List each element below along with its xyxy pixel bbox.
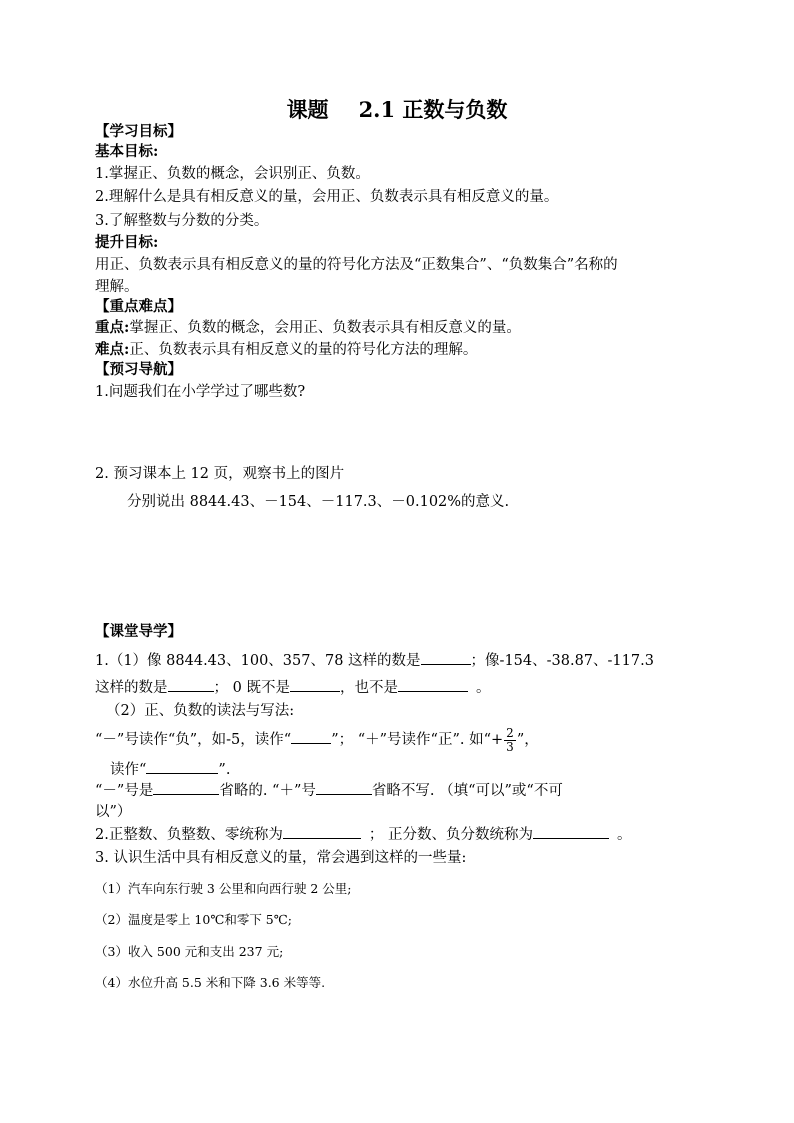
exercise-line: [110, 759, 230, 780]
answer-blank[interactable]: [283, 824, 361, 839]
key-point: [95, 318, 521, 338]
exercise-text: “－”号是: [95, 783, 154, 799]
exercise-subheading: （2）正、负数的读法与写法:: [106, 703, 295, 719]
basic-goal-item: 2.理解什么是具有相反意义的量，会用正、负数表示具有相反意义的量。: [95, 189, 559, 205]
exercise-line: [95, 726, 539, 754]
title-prefix: 课题: [286, 97, 329, 122]
exercise-text: 1.（1）像 8844.43、100、357、78 这样的数是: [95, 653, 421, 669]
exercise-line: [95, 650, 654, 671]
basic-goal-item: 1.掌握正、负数的概念，会识别正、负数。: [95, 166, 370, 182]
exercise-line: [95, 780, 563, 801]
example-item: （1）汽车向东行驶 3 公里和向西行驶 2 公里;: [95, 881, 352, 896]
exercise-text: 读作“: [110, 762, 147, 778]
example-item: （4）水位升高 5.5 米和下降 3.6 米等等.: [95, 975, 326, 990]
difficulty-label: 难点:: [95, 341, 130, 358]
exercise-text: 。: [475, 680, 491, 696]
answer-blank[interactable]: [398, 677, 468, 692]
basic-goal-item: 3.了解整数与分数的分类。: [95, 213, 269, 229]
exercise-text: ，也不是: [339, 680, 398, 696]
fraction-two-thirds: [504, 727, 516, 754]
answer-blank[interactable]: [291, 729, 331, 744]
exercise-text: ； 正分数、负分数统称为: [368, 827, 533, 843]
exercise-line: [95, 824, 631, 845]
fraction-denominator: 3: [506, 739, 514, 754]
advanced-goals-label: 提升目标:: [95, 234, 159, 251]
answer-blank[interactable]: [153, 780, 219, 795]
exercise-text: 省略的. “＋”号: [219, 783, 316, 799]
exercise-line: 以”）: [95, 804, 132, 820]
fraction-numerator: 2: [506, 725, 514, 740]
key-point-text: 掌握正、负数的概念，会用正、负数表示具有相反意义的量。: [129, 320, 521, 336]
basic-goals-label: 基本目标:: [95, 143, 159, 160]
answer-blank[interactable]: [168, 677, 214, 692]
example-item: （3）收入 500 元和支出 237 元;: [95, 944, 284, 959]
exercise-text: ；像-154、-38.87、-117.3: [470, 653, 654, 669]
preview-question-detail: 分别说出 8844.43、－154、－117.3、－0.102%的意义.: [127, 494, 510, 510]
preview-question: 1.问题我们在小学学过了哪些数?: [95, 384, 306, 400]
answer-blank[interactable]: [316, 780, 372, 795]
advanced-goal-text: 理解。: [95, 279, 139, 295]
section-heading-preview: 【预习导航】: [95, 361, 182, 378]
exercise-text: 这样的数是: [95, 680, 168, 696]
difficulty-point: [95, 340, 477, 360]
page-title: [0, 94, 794, 124]
preview-question: 2. 预习课本上 12 页，观察书上的图片: [95, 466, 345, 482]
exercise-text: 省略不写. （填“可以”或“不可: [371, 783, 563, 799]
answer-blank[interactable]: [146, 759, 218, 774]
exercise-text: 。: [616, 827, 632, 843]
exercise-text: ”； “＋”号读作“正”. 如“+: [331, 732, 504, 748]
title-main: 2.1 正数与负数: [358, 97, 508, 122]
difficulty-text: 正、负数表示具有相反意义的量的符号化方法的理解。: [129, 342, 478, 358]
advanced-goal-text: 用正、负数表示具有相反意义的量的符号化方法及“正数集合”、“负数集合”名称的: [95, 257, 618, 273]
exercise-text: ”，: [516, 732, 539, 748]
exercise-text: ； 0 既不是: [213, 680, 290, 696]
exercise-text: “－”号读作“负”，如-5，读作“: [95, 732, 292, 748]
section-heading-key: 【重点难点】: [95, 298, 182, 315]
exercise-line: [95, 677, 490, 698]
section-heading-goals: 【学习目标】: [95, 123, 182, 140]
key-point-label: 重点:: [95, 319, 130, 336]
answer-blank[interactable]: [533, 824, 609, 839]
exercise-line: 3. 认识生活中具有相反意义的量，常会遇到这样的一些量:: [95, 850, 467, 866]
example-item: （2）温度是零上 10℃和零下 5℃;: [95, 912, 292, 927]
exercise-text: 2.正整数、负整数、零统称为: [95, 827, 283, 843]
exercise-text: ”.: [218, 762, 231, 778]
answer-blank[interactable]: [421, 650, 471, 665]
answer-blank[interactable]: [290, 677, 340, 692]
section-heading-classroom: 【课堂导学】: [95, 623, 182, 640]
